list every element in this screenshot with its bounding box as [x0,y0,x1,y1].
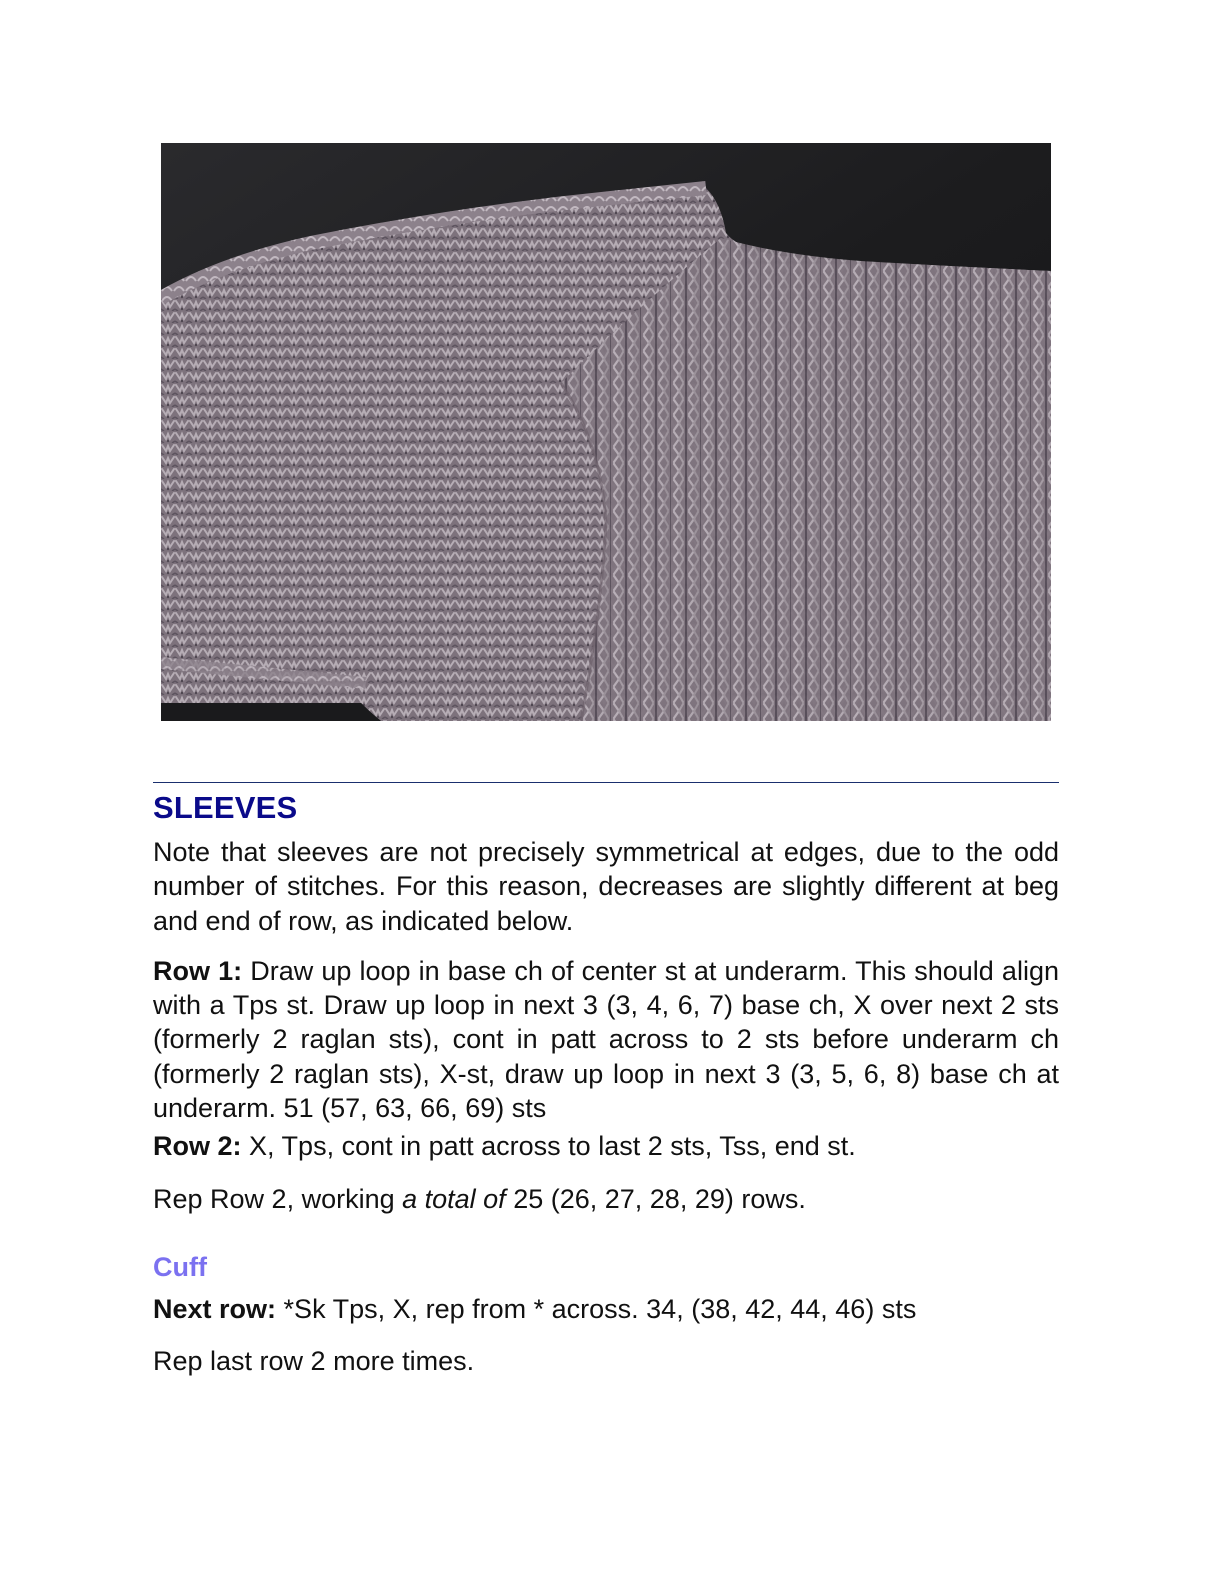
sleeve-note: Note that sleeves are not precisely symmetrical at edges, due to the odd number of stitches. For this reason, decreases are slightly different at beg and end of row, as indicated below. [153,837,1059,936]
next-row-text: *Sk Tps, X, rep from * across. 34, (38, 42, 44, 46) sts [283,1293,917,1324]
row-1-label: Row 1: [153,955,243,986]
repeat-text-after: 25 (26, 27, 28, 29) rows. [505,1183,806,1214]
next-row-label: Next row: [153,1293,277,1324]
repeat-text-before: Rep Row 2, working [153,1183,403,1214]
row-1-instruction [153,954,1059,1125]
cuff-next-row-instruction [153,1292,1059,1326]
pattern-text [153,783,1059,1379]
row-2-instruction [153,1129,1059,1163]
sleeve-photo [161,143,1051,721]
row-2-label: Row 2: [153,1131,242,1162]
row-2-text: X, Tps, cont in patt across to last 2 sts, Tss, end st. [249,1131,856,1162]
section-heading: SLEEVES [153,790,298,825]
row-1-text: Draw up loop in base ch of center st at underarm. This should align with a Tps st. Draw up loop in next 3 (3, 4, 6, 7) base ch, X over next 2 sts (formerly 2 raglan sts), cont in patt across to 2 sts before underarm ch (formerly 2 raglan sts), X-st, draw up loop in next 3 (3, 5, 6, 8) base ch at underarm. 51 (57, 63, 66, 69) sts [153,955,1059,1124]
repeat-emphasis: a total of [402,1183,506,1214]
cuff-heading: Cuff [153,1251,207,1282]
crochet-photo-image [161,143,1051,721]
cuff-repeat-instruction: Rep last row 2 more times. [153,1346,475,1377]
repeat-instruction [153,1182,1059,1216]
